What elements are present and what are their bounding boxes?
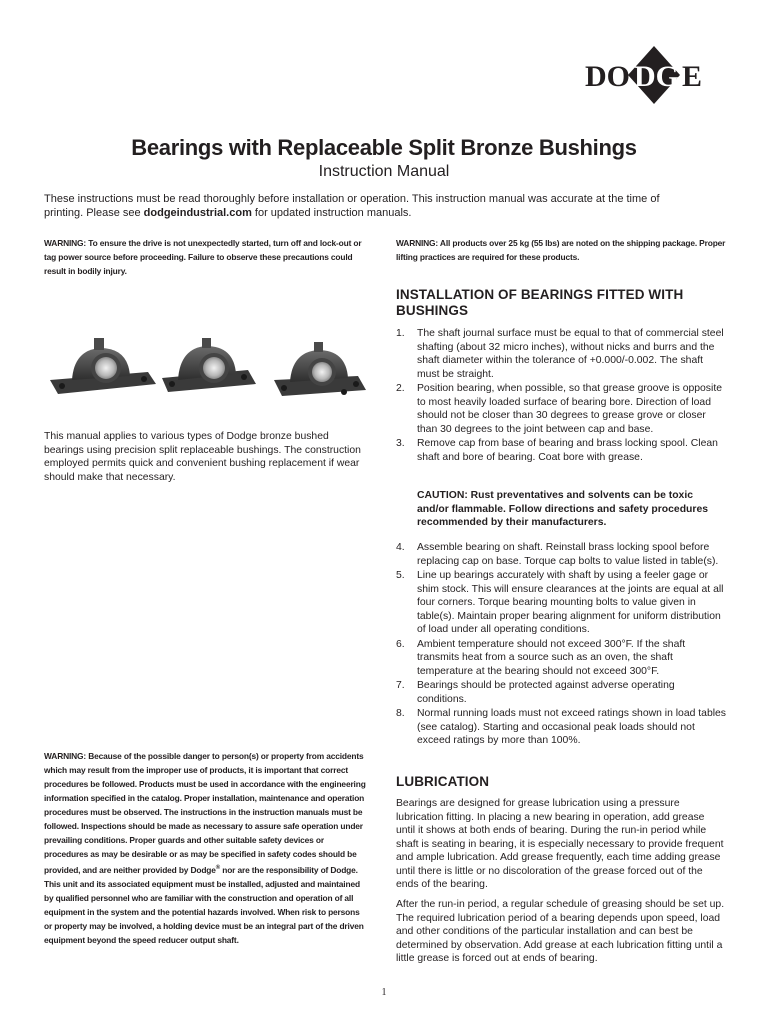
warning-lockout: WARNING: To ensure the drive is not unexpectedly started, turn off and lock-out or tag power source before proceeding. Failure to observe these precautions could result in bodily injury. xyxy=(44,238,362,276)
warning-general xyxy=(44,749,369,947)
logo-text-right: E xyxy=(682,60,703,93)
step-number: 2. xyxy=(396,383,405,394)
page-title: Bearings with Replaceable Split Bronze Bushings xyxy=(131,135,637,160)
lubrication-paragraph-1: Bearings are designed for grease lubrication using a pressure lubrication fitting. In placing a new bearing in operation, add grease until it shows at both ends of bearing. During the run-in period while shaft is seating in bearing, it is especially necessary to provide frequent and ample lubrication. Add grease frequently, each time adding grease until there is little or no discoloration of the grease forced out of the ends of the bearing. xyxy=(396,798,724,890)
step-number: 1. xyxy=(396,328,405,339)
step-text: Line up bearings accurately with shaft by using a feeler gage or shim stock. This will ensure clearances at the joints are equal at all four corners. Torque bearing mounting bolts to value given in table(s). Maintain proper bearing alignment for uniform distribution of load under all operating conditions. xyxy=(417,570,724,635)
list-item xyxy=(396,327,726,381)
bearing-image-2 xyxy=(162,338,256,392)
step-text: Position bearing, when possible, so that grease groove is opposite to most heavily loaded surface of bearing bore. Direction of load should not be closer than 30 degrees to grease grove or closer than 30 degrees to the joint between cap and base. xyxy=(417,383,722,435)
warning-general-text-end: nor are the responsibility of Dodge. This unit and its associated equipment must be installed, adjusted and maintained by qualified personnel who are familiar with the construction and operation of all equipment in the system and the potential hazards involved. When risk to persons or property may be involved, a holding device must be an integral part of the driven equipment beyond the speed reducer output shaft. xyxy=(44,864,364,945)
installation-heading: INSTALLATION OF BEARINGS FITTED WITH BUSHINGS xyxy=(396,287,684,318)
intro-text: These instructions must be read thoroughly before installation or operation. This instruction manual was accurate at the time of printing. Please see xyxy=(44,193,660,219)
step-number: 8. xyxy=(396,708,405,719)
bearing-image-3 xyxy=(274,342,366,396)
step-number: 7. xyxy=(396,680,405,691)
caution-note: CAUTION: Rust preventatives and solvents can be toxic and/or flammable. Follow directions and safety procedures recommended by their manufacturers. xyxy=(417,490,709,528)
warning-general-text: WARNING: Because of the possible danger to person(s) or property from accidents which may result from the improper use of products, it is important that correct procedures be followed. Products must be used in accordance with the engineering information specified in the catalog. Proper installation, maintenance and operation procedures must be observed. The instructions in the instruction manuals must be followed. Inspections should be made as necessary to assure safe operation under prevailing conditions. Proper guards and other suitable safety devices or procedures as may be desirable or as may be specified in safety codes should be provided, and are neither provided by Dodge xyxy=(44,751,366,875)
logo-text-mid: DG xyxy=(634,60,679,93)
list-item xyxy=(396,437,726,464)
page-number: 1 xyxy=(381,987,387,998)
step-text: Remove cap from base of bearing and brass locking spool. Clean shaft and bore of bearing. Coat bore with grease. xyxy=(417,438,718,463)
bearing-image-1 xyxy=(50,338,156,394)
step-number: 4. xyxy=(396,542,405,553)
list-item xyxy=(396,569,726,637)
step-text: The shaft journal surface must be equal to that of commercial steel shafting (about 32 micro inches), without nicks and burrs and the shaft diameter within the tolerance of +0.000/-0.002. The shaft must be straight. xyxy=(417,328,724,380)
logo-text-left: DO xyxy=(585,60,630,93)
step-number: 6. xyxy=(396,638,405,650)
step-text: Ambient temperature should not exceed 300°F. If the shaft transmits heat from a source such as an oven, the shaft temperature at the bearing should not exceed 300°F. xyxy=(417,638,686,677)
step-number: 5. xyxy=(396,570,405,581)
bearing-photos xyxy=(44,330,374,404)
installation-steps-b xyxy=(396,541,726,749)
page-subtitle: Instruction Manual xyxy=(318,163,450,180)
registered-mark: ® xyxy=(215,865,221,871)
list-item xyxy=(396,707,726,748)
website-link[interactable]: dodgeindustrial.com xyxy=(143,207,252,219)
list-item xyxy=(396,541,726,568)
step-text: Bearings should be protected against adverse operating conditions. xyxy=(417,680,675,705)
warning-lifting: WARNING: All products over 25 kg (55 lbs) are noted on the shipping package. Proper lifting practices are required for these products. xyxy=(396,238,726,262)
lubrication-heading: LUBRICATION xyxy=(396,774,490,789)
list-item xyxy=(396,638,726,679)
intro-paragraph xyxy=(44,192,694,220)
step-text: Assemble bearing on shaft. Reinstall brass locking spool before replacing cap on base. Torque cap bolts to value listed in table(s). xyxy=(417,542,719,567)
step-text: Normal running loads must not exceed ratings shown in load tables (see catalog). Starting and occasional peak loads should not exceed ratings by more than 100%. xyxy=(417,708,727,746)
step-number: 3. xyxy=(396,438,405,449)
applies-paragraph: This manual applies to various types of Dodge bronze bushed bearings using precision split replaceable bushings. The construction employed permits quick and convenient bushing replacement if wear should make that necessary. xyxy=(44,431,361,483)
installation-steps-a xyxy=(396,327,726,465)
lubrication-paragraph-2: After the run-in period, a regular schedule of greasing should be set up. The required lubrication period of a bearing depends upon speed, load and other conditions of the particular installation and can best be determined by observation. Add grease at each lubrication fitting until a little grease is forced out at ends of bearing. xyxy=(396,899,725,964)
intro-text-end: for updated instruction manuals. xyxy=(251,207,412,219)
dodge-logo xyxy=(583,44,725,106)
list-item xyxy=(396,382,726,436)
list-item xyxy=(396,679,726,706)
